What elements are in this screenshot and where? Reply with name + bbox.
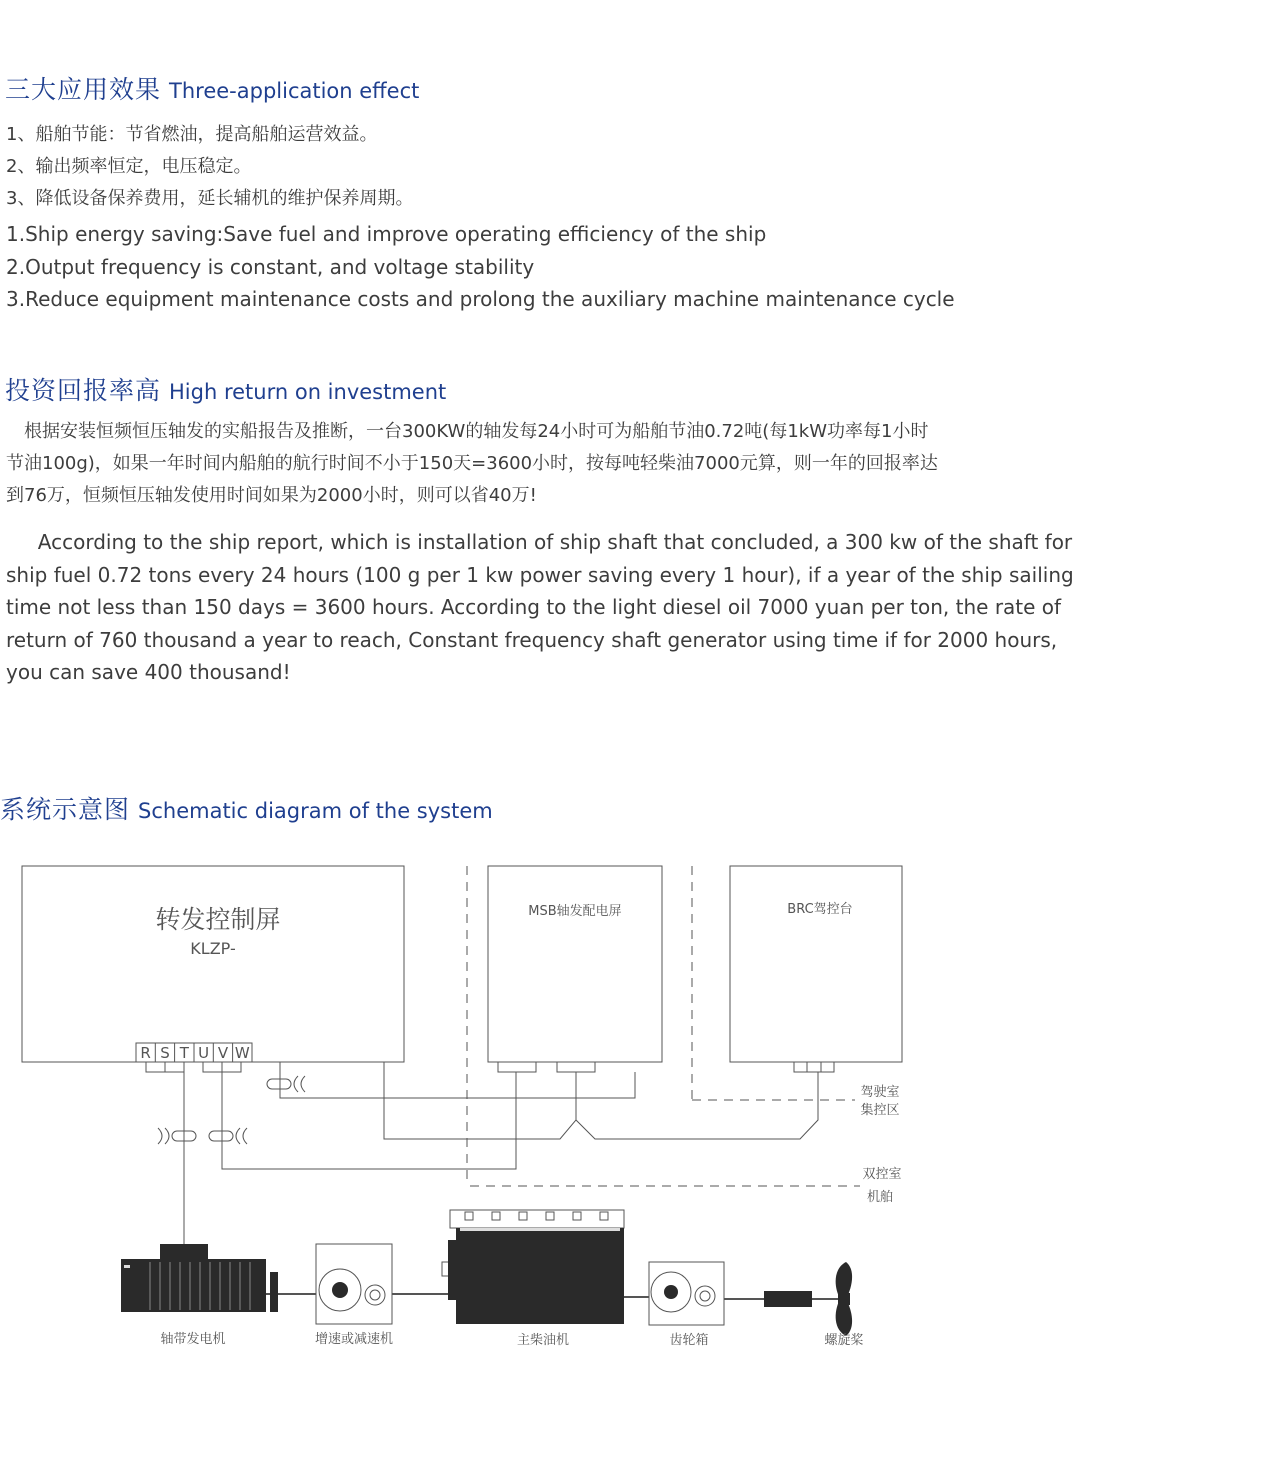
wire <box>576 1072 818 1139</box>
heading-en: Schematic diagram of the system <box>138 799 493 823</box>
paragraph-line: 节油100g)，如果一年时间内船舶的航行时间不小于150天=3600小时，按每吨轻柴油7000元算，则一年的回报率达 <box>6 453 938 474</box>
section-heading-investment <box>5 371 446 407</box>
msb-label: MSB轴发配电屏 <box>528 904 622 919</box>
paragraph-line: According to the ship report, which is installation of ship shaft that concluded, a 300 kw of the shaft for <box>6 530 1073 554</box>
paragraph-line: return of 760 thousand a year to reach, Constant frequency shaft generator using time if for 2000 hours, <box>6 627 1058 652</box>
terminal-label: U <box>198 1044 210 1062</box>
control-panel-box <box>22 866 404 1062</box>
heading-cn: 三大应用效果 <box>5 75 162 104</box>
cable-gland-icon <box>158 1128 196 1144</box>
control-panel-title: 转发控制屏 <box>155 905 281 934</box>
zone-label: 机舶 <box>866 1190 894 1205</box>
zone-label: 集控区 <box>860 1103 900 1118</box>
brc-label: BRC驾控台 <box>787 902 853 917</box>
section-heading-schematic <box>0 790 493 826</box>
wire <box>222 1072 516 1169</box>
cable-gland-icon <box>267 1076 305 1092</box>
paragraph-line: 到76万，恒频恒压轴发使用时间如果为2000小时，则可以省40万! <box>6 485 537 506</box>
heading-en: High return on investment <box>169 380 447 404</box>
wire <box>280 1062 635 1098</box>
list-item: 3.Reduce equipment maintenance costs and prolong the auxiliary machine maintenance cycle <box>6 287 955 311</box>
heading-cn: 投资回报率高 <box>5 376 162 405</box>
terminal-label: S <box>160 1044 170 1062</box>
system-schematic <box>0 850 960 1370</box>
component-label: 齿轮箱 <box>669 1333 709 1348</box>
list-item: 1、船舶节能：节省燃油，提高船舶运营效益。 <box>6 124 378 145</box>
wire <box>384 1062 576 1139</box>
list-item: 2.Output frequency is constant, and voltage stability <box>6 254 535 279</box>
msb-panel-box <box>488 866 662 1062</box>
list-item: 2、输出频率恒定，电压稳定。 <box>6 156 252 177</box>
speed-gearbox-box <box>316 1244 392 1324</box>
terminal-label: T <box>179 1044 189 1062</box>
zone-label: 驾驶室 <box>860 1085 900 1100</box>
terminal-label: V <box>217 1044 229 1062</box>
list-item: 1.Ship energy saving:Save fuel and improve operating efficiency of the ship <box>6 222 767 246</box>
heading-cn: 系统示意图 <box>0 795 131 824</box>
investment-paragraph-en <box>6 526 1126 689</box>
section-heading-application <box>5 70 419 106</box>
cable-gland-icon <box>209 1128 247 1144</box>
zone-label: 双控室 <box>862 1167 902 1182</box>
component-label: 轴带发电机 <box>160 1332 226 1347</box>
brc-console-box <box>730 866 902 1062</box>
application-list-cn <box>6 119 1126 215</box>
generator-terminal-box <box>160 1244 208 1259</box>
heading-en: Three-application effect <box>169 79 420 103</box>
control-panel-model: KLZP- <box>190 939 236 958</box>
component-label: 螺旋桨 <box>824 1333 864 1348</box>
paragraph-line: 根据安装恒频恒压轴发的实船报告及推断，一台300KW的轴发每24小时可为船舶节油0.72吨(每1kW功率每1小时 <box>6 421 929 442</box>
application-list-en <box>6 218 1126 316</box>
component-label: 主柴油机 <box>516 1333 570 1348</box>
component-label: 增速或减速机 <box>314 1332 394 1347</box>
paragraph-line: you can save 400 thousand! <box>6 660 291 684</box>
propeller-icon <box>836 1262 852 1336</box>
investment-paragraph-cn <box>6 416 1126 512</box>
terminal-label: R <box>140 1044 151 1062</box>
engine-body <box>456 1228 624 1324</box>
list-item: 3、降低设备保养费用，延长辅机的维护保养周期。 <box>6 188 414 209</box>
paragraph-line: ship fuel 0.72 tons every 24 hours (100 g per 1 kw power saving every 1 hour), if a year of the ship sailing <box>6 562 1074 587</box>
paragraph-line: time not less than 150 days = 3600 hours. According to the light diesel oil 7000 yuan per ton, the rate of <box>6 595 1062 619</box>
gearbox-box <box>649 1262 724 1325</box>
terminal-label: W <box>234 1044 250 1062</box>
